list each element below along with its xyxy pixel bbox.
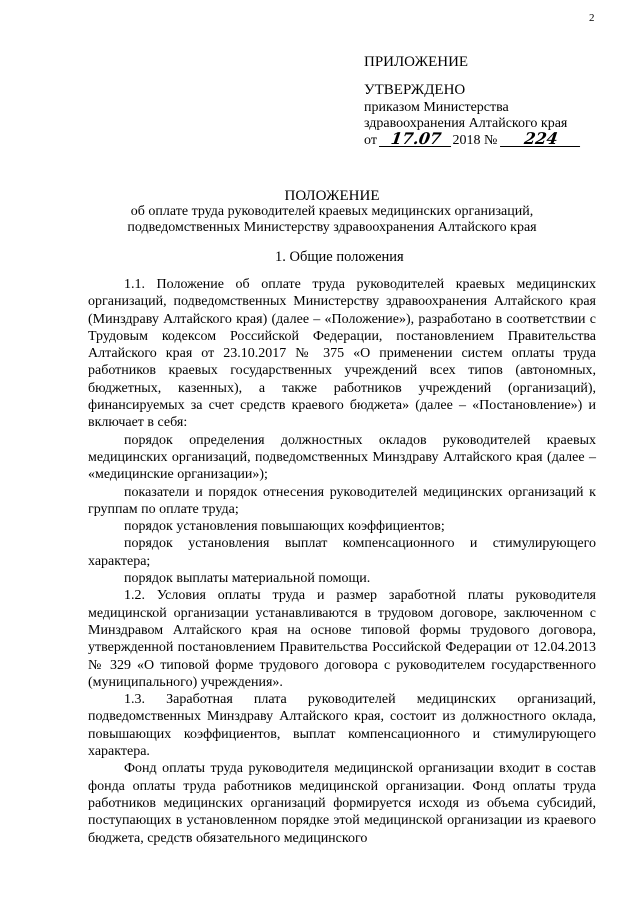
section-heading: 1. Общие положения	[275, 249, 404, 265]
approval-order-block	[364, 100, 624, 149]
approved-label: УТВЕРЖДЕНО	[364, 82, 466, 98]
paragraph-1-1: 1.1. Положение об оплате труда руководителей краевых медицинских организаций, подведомственных Министерству здравоохранения Алтайского края (Минздраву Алтайского края) (далее – «Положение»), разработано в соответствии с Трудовым кодексом Российской Федерации, постановлением Правительства Алтайского края от 23.10.2017 № 375 «О применении систем оплаты труда работников краевых государственных учреждений всех типов (автономных, бюджетных, казенных), а также работников учреждений (организаций), финансируемых за счет средств краевого бюджета» (далее – «Постановление») и включает в себя:	[88, 277, 596, 431]
paragraph-1-3: 1.3. Заработная плата руководителей медицинских организаций, подведомственных Минздраву Алтайского края, состоит из должностного оклада, повышающих коэффициентов, выплат компенсационного и стимулирующего характера.	[88, 692, 596, 760]
document-title	[112, 188, 552, 236]
paragraph-1-2: 1.2. Условия оплаты труда и размер заработной платы руководителя медицинской организации устанавливаются в трудовом договоре, заключенном с Минздравом Алтайского края на основе типовой формы трудового договора, утвержденной постановлением Правительства Российской Федерации от 12.04.2013 № 329 «О типовой форме трудового договора с руководителем государственного (муниципального) учреждения».	[88, 588, 596, 690]
order-line-2: здравоохранения Алтайского края	[364, 116, 568, 131]
list-item: порядок определения должностных окладов руководителей краевых медицинских организаций, подведомственных Минздраву Алтайского края (далее – «медицинские организации»);	[88, 432, 596, 483]
order-line-1: приказом Министерства	[364, 100, 509, 115]
order-date-line	[364, 129, 624, 149]
appendix-label: ПРИЛОЖЕНИЕ	[364, 54, 469, 70]
handwritten-date: 17.07	[379, 132, 453, 147]
page-number: 2	[589, 12, 595, 24]
date-prefix: от	[364, 133, 377, 148]
year-text: 2018 №	[452, 133, 498, 148]
list-item: порядок установления выплат компенсационного и стимулирующего характера;	[88, 536, 596, 569]
title-line-1: ПОЛОЖЕНИЕ	[284, 188, 380, 204]
list-item: порядок установления повышающих коэффициентов;	[124, 519, 445, 535]
handwritten-order-number: 224	[500, 132, 582, 147]
title-line-3: подведомственных Министерству здравоохранения Алтайского края	[127, 220, 537, 235]
document-body	[88, 276, 596, 847]
list-item: порядок выплаты материальной помощи.	[124, 571, 371, 587]
paragraph-payroll-fund: Фонд оплаты труда руководителя медицинской организации входит в состав фонда оплаты труда работников медицинской организации. Фонд оплаты труда работников медицинских организаций формируется исходя из объема субсидий, поступающих в установленном порядке этой медицинской организации из краевого бюджета, средств обязательного медицинского	[88, 761, 596, 846]
list-item: показатели и порядок отнесения руководителей медицинских организаций к группам по оплате труда;	[88, 484, 596, 517]
title-line-2: об оплате труда руководителей краевых медицинских организаций,	[130, 204, 534, 219]
